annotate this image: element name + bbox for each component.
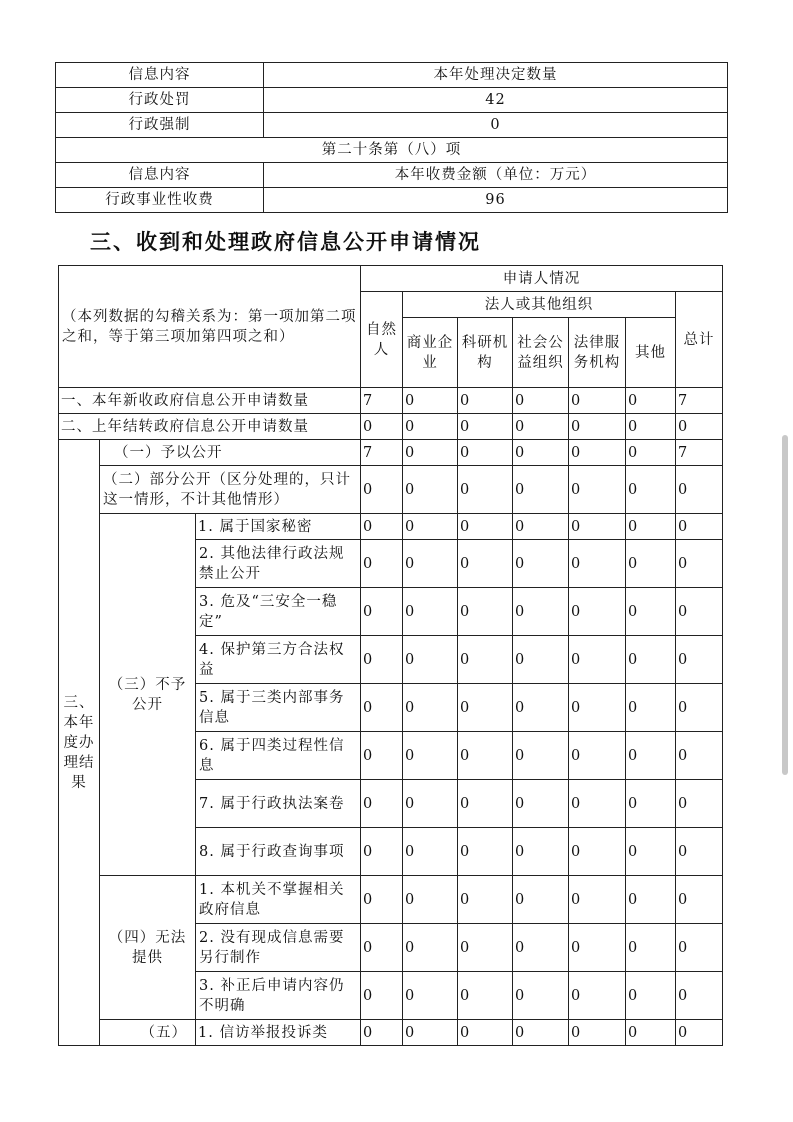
value-cell: 0	[626, 414, 676, 440]
section-title: 第二十条第（八）项	[56, 138, 728, 163]
value-cell: 0	[626, 588, 676, 636]
value-cell: 0	[569, 828, 626, 876]
value-cell: 7	[361, 388, 403, 414]
row-label: 1. 本机关不掌握相关政府信息	[196, 876, 361, 924]
value-cell: 0	[513, 588, 569, 636]
value-cell: 0	[403, 440, 458, 466]
value-cell: 0	[676, 924, 723, 972]
value-cell: 0	[458, 684, 513, 732]
value-cell: 0	[403, 828, 458, 876]
value-cell: 0	[361, 636, 403, 684]
value-cell: 0	[569, 876, 626, 924]
value-cell: 0	[458, 440, 513, 466]
value-cell: 0	[361, 828, 403, 876]
value-cell: 0	[513, 414, 569, 440]
value-cell: 0	[403, 588, 458, 636]
value-cell: 0	[513, 924, 569, 972]
value-cell: 0	[626, 924, 676, 972]
applicant-header: 申请人情况	[361, 266, 723, 292]
row-label: 4. 保护第三方合法权益	[196, 636, 361, 684]
value-cell: 0	[361, 466, 403, 514]
header-cell: 信息内容	[56, 63, 264, 88]
value-cell: 0	[403, 388, 458, 414]
value-cell: 0	[626, 732, 676, 780]
value-cell: 0	[361, 732, 403, 780]
group-label: 三、本年度办理结果	[59, 440, 100, 1046]
value-cell: 0	[513, 440, 569, 466]
value-cell: 0	[569, 732, 626, 780]
scrollbar[interactable]	[782, 435, 788, 775]
value-cell: 0	[513, 780, 569, 828]
row-label: 3. 危及“三安全一稳定”	[196, 588, 361, 636]
value-cell: 0	[403, 972, 458, 1020]
sub-header: 科研机构	[458, 318, 513, 388]
value-cell: 0	[569, 540, 626, 588]
value-cell: 0	[626, 466, 676, 514]
value-cell: 0	[513, 388, 569, 414]
row-label: 行政处罚	[56, 88, 264, 113]
section-heading: 三、收到和处理政府信息公开申请情况	[90, 230, 481, 254]
value-cell: 0	[626, 828, 676, 876]
group-label: （三）不予公开	[100, 514, 196, 876]
value-cell: 0	[458, 828, 513, 876]
value-cell: 0	[403, 466, 458, 514]
row-label: 6. 属于四类过程性信息	[196, 732, 361, 780]
value-cell: 0	[458, 388, 513, 414]
value-cell: 0	[361, 876, 403, 924]
value-cell: 0	[458, 636, 513, 684]
value-cell: 0	[458, 414, 513, 440]
value-cell: 0	[458, 1020, 513, 1046]
row-label: 行政事业性收费	[56, 188, 264, 213]
value-cell: 0	[513, 1020, 569, 1046]
total-header: 总计	[676, 292, 723, 388]
value-cell: 0	[458, 732, 513, 780]
value-cell: 0	[403, 414, 458, 440]
sub-header: 社会公益组织	[513, 318, 569, 388]
value-cell: 0	[361, 972, 403, 1020]
value-cell: 0	[626, 540, 676, 588]
group-label: （五）	[100, 1020, 196, 1046]
value-cell: 7	[676, 388, 723, 414]
value-cell: 0	[403, 876, 458, 924]
row-value: 0	[264, 113, 728, 138]
application-table	[58, 265, 723, 1046]
value-cell: 0	[626, 684, 676, 732]
value-cell: 0	[513, 636, 569, 684]
decision-table	[55, 62, 728, 213]
value-cell: 0	[569, 588, 626, 636]
value-cell: 0	[513, 466, 569, 514]
value-cell: 0	[513, 876, 569, 924]
value-cell: 0	[676, 684, 723, 732]
table-row	[59, 388, 723, 414]
value-cell: 0	[361, 414, 403, 440]
value-cell: 0	[458, 876, 513, 924]
legal-org-header: 法人或其他组织	[403, 292, 676, 318]
value-cell: 0	[626, 388, 676, 414]
row-label: 2. 其他法律行政法规禁止公开	[196, 540, 361, 588]
value-cell: 0	[676, 972, 723, 1020]
value-cell: 0	[626, 514, 676, 540]
sub-header: 商业企业	[403, 318, 458, 388]
value-cell: 7	[361, 440, 403, 466]
header-cell: 本年收费金额（单位：万元）	[264, 163, 728, 188]
value-cell: 0	[361, 588, 403, 636]
row-label: 1. 信访举报投诉类	[196, 1020, 361, 1046]
value-cell: 0	[569, 684, 626, 732]
value-cell: 0	[361, 924, 403, 972]
value-cell: 0	[403, 514, 458, 540]
row-value: 96	[264, 188, 728, 213]
value-cell: 0	[513, 514, 569, 540]
table-row	[59, 514, 723, 540]
value-cell: 0	[403, 540, 458, 588]
value-cell: 0	[361, 780, 403, 828]
row-label: 1. 属于国家秘密	[196, 514, 361, 540]
row-label: 7. 属于行政执法案卷	[196, 780, 361, 828]
value-cell: 0	[403, 780, 458, 828]
value-cell: 0	[626, 1020, 676, 1046]
value-cell: 0	[626, 636, 676, 684]
value-cell: 0	[361, 514, 403, 540]
row-label: 8. 属于行政查询事项	[196, 828, 361, 876]
sub-header: 法律服务机构	[569, 318, 626, 388]
value-cell: 0	[513, 684, 569, 732]
value-cell: 0	[676, 1020, 723, 1046]
value-cell: 0	[676, 828, 723, 876]
row-value: 42	[264, 88, 728, 113]
value-cell: 0	[458, 972, 513, 1020]
value-cell: 0	[361, 540, 403, 588]
natural-person-header: 自然人	[361, 292, 403, 388]
value-cell: 0	[569, 414, 626, 440]
value-cell: 0	[361, 1020, 403, 1046]
value-cell: 0	[458, 540, 513, 588]
value-cell: 0	[403, 732, 458, 780]
row-label: （二）部分公开（区分处理的，只计这一情形，不计其他情形）	[100, 466, 361, 514]
value-cell: 0	[676, 540, 723, 588]
header-cell: 本年处理决定数量	[264, 63, 728, 88]
note-cell: （本列数据的勾稽关系为：第一项加第二项之和，等于第三项加第四项之和）	[59, 266, 361, 388]
value-cell: 0	[676, 588, 723, 636]
value-cell: 0	[458, 588, 513, 636]
table-row	[59, 466, 723, 514]
value-cell: 0	[403, 636, 458, 684]
sub-header: 其他	[626, 318, 676, 388]
value-cell: 0	[676, 514, 723, 540]
value-cell: 0	[361, 684, 403, 732]
value-cell: 0	[569, 780, 626, 828]
value-cell: 0	[458, 780, 513, 828]
value-cell: 0	[513, 540, 569, 588]
value-cell: 0	[676, 780, 723, 828]
value-cell: 0	[626, 780, 676, 828]
value-cell: 0	[676, 414, 723, 440]
value-cell: 0	[403, 924, 458, 972]
value-cell: 0	[676, 466, 723, 514]
value-cell: 0	[569, 466, 626, 514]
value-cell: 7	[676, 440, 723, 466]
value-cell: 0	[569, 514, 626, 540]
value-cell: 0	[403, 1020, 458, 1046]
value-cell: 0	[458, 924, 513, 972]
value-cell: 0	[569, 924, 626, 972]
row-label: （一）予以公开	[100, 440, 361, 466]
table-row	[59, 440, 723, 466]
table-row	[59, 1020, 723, 1046]
value-cell: 0	[513, 732, 569, 780]
value-cell: 0	[676, 876, 723, 924]
row-label: 行政强制	[56, 113, 264, 138]
value-cell: 0	[676, 636, 723, 684]
value-cell: 0	[513, 828, 569, 876]
row-label: 5. 属于三类内部事务信息	[196, 684, 361, 732]
value-cell: 0	[676, 732, 723, 780]
value-cell: 0	[569, 636, 626, 684]
value-cell: 0	[626, 440, 676, 466]
row-label: 二、上年结转政府信息公开申请数量	[59, 414, 361, 440]
value-cell: 0	[626, 876, 676, 924]
row-label: 2. 没有现成信息需要另行制作	[196, 924, 361, 972]
value-cell: 0	[626, 972, 676, 1020]
value-cell: 0	[569, 1020, 626, 1046]
group-label: （四）无法提供	[100, 876, 196, 1020]
value-cell: 0	[569, 972, 626, 1020]
table-row	[59, 876, 723, 924]
value-cell: 0	[403, 684, 458, 732]
value-cell: 0	[569, 440, 626, 466]
table-row	[59, 414, 723, 440]
value-cell: 0	[458, 514, 513, 540]
value-cell: 0	[569, 388, 626, 414]
value-cell: 0	[513, 972, 569, 1020]
value-cell: 0	[458, 466, 513, 514]
header-cell: 信息内容	[56, 163, 264, 188]
row-label: 3. 补正后申请内容仍不明确	[196, 972, 361, 1020]
row-label: 一、本年新收政府信息公开申请数量	[59, 388, 361, 414]
